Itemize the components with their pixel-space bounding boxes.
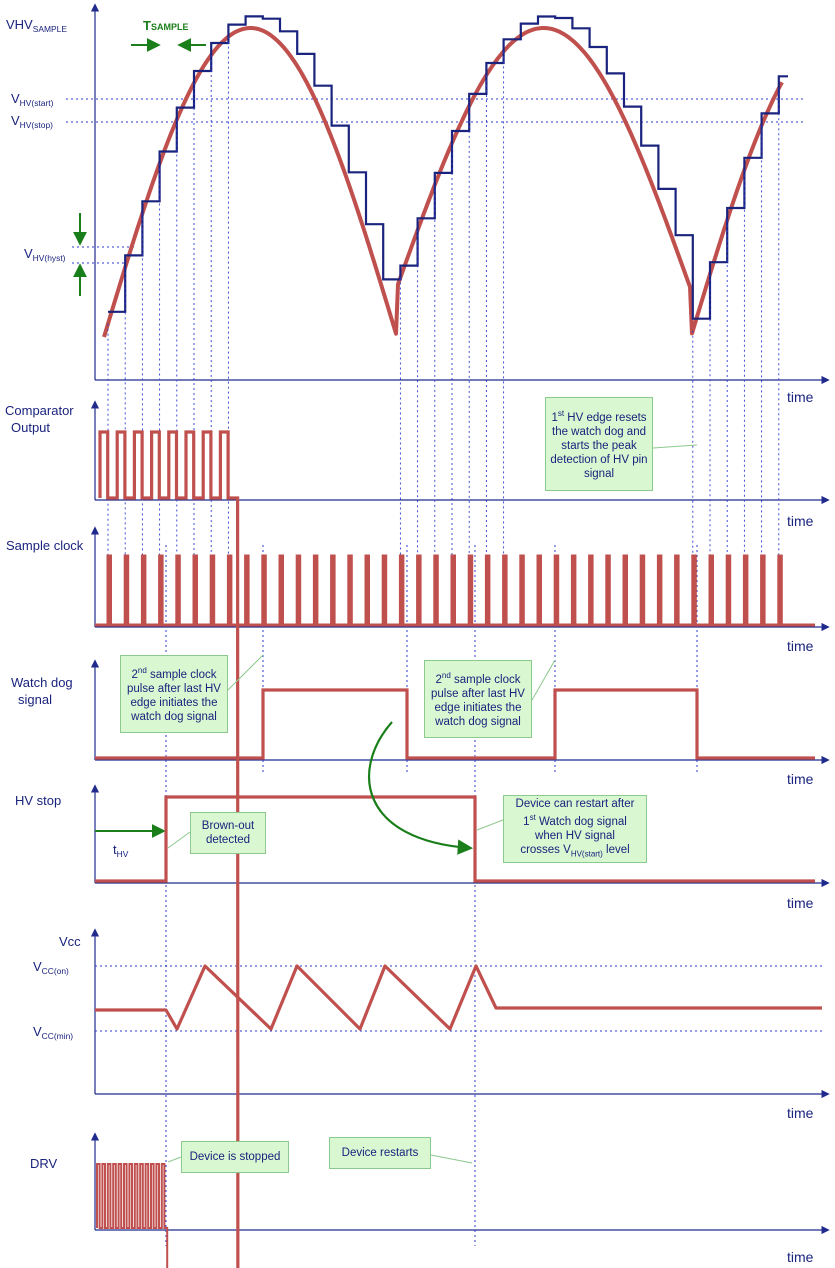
watchdog-to-restart-arrow — [369, 722, 470, 848]
hv-signal-curve — [104, 28, 782, 337]
vcc-label: Vcc — [59, 934, 81, 949]
pointer-device-restarts — [431, 1155, 472, 1163]
thv-label: $t_{HV}$ — [113, 842, 129, 859]
callout-first-hv-edge: 1st HV edge resets the watch dog and starts the peak detection of HV pin signal — [545, 397, 653, 491]
comparator-label-line1: Comparator — [5, 403, 74, 418]
vcc-on-label: $V_{CC(on)}$ — [33, 959, 69, 976]
callout-device-stopped: Device is stopped — [181, 1141, 289, 1173]
vhv-sample-label: $VHV_{SAMPLE}$ — [6, 17, 67, 34]
vhv-hyst-label: $V_{HV(hyst)}$ — [24, 246, 66, 263]
time-label-6: time — [787, 1105, 814, 1121]
drv-label: DRV — [30, 1156, 58, 1171]
time-label-1: time — [787, 389, 814, 405]
callout-second-sample-clock-1: 2nd sample clock pulse after last HV edge initiates the watch dog signal — [120, 655, 228, 733]
sample-clock-label: Sample clock — [6, 538, 84, 553]
time-label-7: time — [787, 1249, 814, 1265]
vhv-stop-label: $V_{HV(stop)}$ — [11, 113, 53, 130]
vcc-signal — [95, 966, 822, 1029]
pointer-brown-out — [168, 832, 190, 848]
pointer-second-sample-1 — [228, 655, 263, 690]
hv-stop-label: HV stop — [15, 793, 62, 808]
comparator-label-line2: Output — [11, 420, 51, 435]
pointer-device-stopped — [168, 1157, 181, 1162]
vcc-min-label: $V_{CC(min)}$ — [33, 1024, 74, 1041]
callout-device-can-restart: Device can restart after 1st Watch dog signal when HV signal crosses $V_{HV(start)}$ level — [503, 795, 647, 863]
callout-brown-out: Brown-out detected — [190, 812, 266, 854]
time-label-4: time — [787, 771, 814, 787]
t-sample-label: TSAMPLE — [143, 18, 189, 33]
callout-second-sample-clock-2: 2nd sample clock pulse after last HV edge initiates the watch dog signal — [424, 660, 532, 738]
pointer-second-sample-2 — [532, 660, 555, 700]
pointer-device-restart — [477, 820, 503, 830]
watchdog-label-line1: Watch dog — [11, 675, 73, 690]
time-label-5: time — [787, 895, 814, 911]
sample-clock-signal — [95, 556, 815, 625]
time-label-2: time — [787, 513, 814, 529]
drv-signal — [97, 1164, 475, 1268]
pointer-first-hv-edge — [653, 445, 697, 448]
callout-device-restarts: Device restarts — [329, 1137, 431, 1169]
time-label-3: time — [787, 638, 814, 654]
vhv-start-label: $V_{HV(start)}$ — [11, 91, 54, 108]
watchdog-label-line2: signal — [18, 692, 52, 707]
